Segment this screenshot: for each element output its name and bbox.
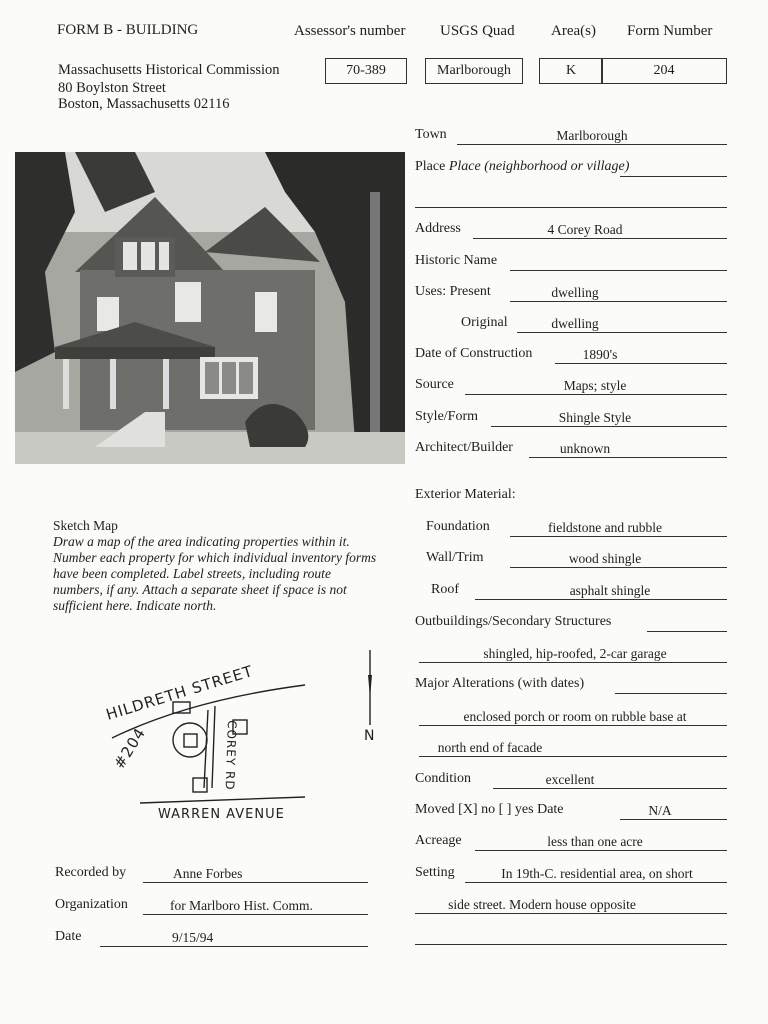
sketch-map-description: Draw a map of the area indicating properties within it. Number each property for which individual inventory forms have been completed. Label streets, including route numbers, if any. Attach a separate sheet if space is not sufficient here. Indicate north. xyxy=(53,534,377,613)
street-label-bottom: WARREN AVENUE xyxy=(158,807,285,822)
address-value: 4 Corey Road xyxy=(547,222,623,237)
organization-value: for Marlboro Hist. Comm. xyxy=(170,898,313,913)
org-street: 80 Boylston Street xyxy=(58,80,166,96)
exterior-material-heading: Exterior Material: xyxy=(415,487,516,502)
place-label: Place Place (neighborhood or village) xyxy=(415,159,630,174)
organization-field xyxy=(55,897,370,917)
uses-present-label: Uses: Present xyxy=(415,284,491,299)
roof-value: asphalt shingle xyxy=(569,583,651,598)
setting-field xyxy=(415,865,727,885)
date-construction-value: 1890's xyxy=(582,347,618,362)
building-photo xyxy=(15,152,405,464)
alterations-line-1 xyxy=(415,708,727,728)
style-form-label: Style/Form xyxy=(415,409,479,424)
alterations-value-2: north end of facade xyxy=(437,740,543,755)
date-recorded-label: Date xyxy=(55,929,82,944)
style-form-value: Shingle Style xyxy=(558,410,632,425)
source-field xyxy=(415,377,727,397)
org-city: Boston, Massachusetts 02116 xyxy=(58,96,230,112)
warren-avenue-line xyxy=(140,797,305,803)
setting-value-2: side street. Modern house opposite xyxy=(448,897,636,912)
wall-trim-value: wood shingle xyxy=(568,551,642,566)
historic-name-label: Historic Name xyxy=(415,253,498,268)
area-box: K xyxy=(539,58,603,84)
uses-present-field xyxy=(415,284,727,304)
outbuildings-label: Outbuildings/Secondary Structures xyxy=(415,614,612,629)
moved-label: Moved [X] no [ ] yes Date xyxy=(415,802,564,817)
recorded-by-label: Recorded by xyxy=(55,865,127,880)
alterations-field xyxy=(415,676,727,696)
condition-value: excellent xyxy=(545,772,595,787)
recorded-by-value: Anne Forbes xyxy=(173,866,243,881)
historic-name-field xyxy=(415,253,727,273)
corey-road-line-right xyxy=(212,706,215,788)
property-number-label: #204 xyxy=(110,724,150,773)
uses-original-label: Original xyxy=(461,315,508,330)
date-recorded-field xyxy=(55,929,370,949)
condition-label: Condition xyxy=(415,771,472,786)
setting-line-2 xyxy=(415,896,727,916)
alterations-value-1: enclosed porch or room on rubble base at xyxy=(463,709,687,724)
setting-label: Setting xyxy=(415,865,455,880)
condition-field xyxy=(415,771,727,791)
outbuildings-field xyxy=(415,614,727,634)
date-construction-field xyxy=(415,346,727,366)
source-label: Source xyxy=(415,377,454,392)
place-field xyxy=(415,159,727,179)
wall-trim-field xyxy=(415,550,727,570)
usgs-quad-box: Marlborough xyxy=(425,58,523,84)
date-construction-label: Date of Construction xyxy=(415,346,533,361)
assessor-number-box: 70-389 xyxy=(325,58,407,84)
acreage-field xyxy=(415,833,727,853)
roof-label: Roof xyxy=(431,582,459,597)
form-number-heading: Form Number xyxy=(627,23,713,39)
outbuildings-value-line xyxy=(415,645,727,665)
north-arrow-head xyxy=(368,675,372,698)
acreage-label: Acreage xyxy=(415,833,462,848)
architect-value: unknown xyxy=(559,441,611,456)
assessor-number-heading: Assessor's number xyxy=(294,23,406,39)
setting-line-3 xyxy=(415,927,727,947)
recorded-by-field xyxy=(55,865,370,885)
date-recorded-value: 9/15/94 xyxy=(172,930,214,945)
architect-field xyxy=(415,440,727,460)
source-value: Maps; style xyxy=(563,378,627,393)
foundation-value: fieldstone and rubble xyxy=(548,520,662,535)
uses-original-field xyxy=(415,315,727,335)
form-title: FORM B - BUILDING xyxy=(57,22,199,38)
uses-original-value: dwelling xyxy=(551,316,599,331)
moved-date-value: N/A xyxy=(648,803,672,818)
foundation-label: Foundation xyxy=(426,519,490,534)
style-form-field xyxy=(415,409,727,429)
usgs-quad-heading: USGS Quad xyxy=(440,23,515,39)
form-number-box: 204 xyxy=(601,58,727,84)
foundation-field xyxy=(415,519,727,539)
property-204-outline xyxy=(173,723,207,757)
address-label: Address xyxy=(415,221,461,236)
areas-heading: Area(s) xyxy=(551,23,596,39)
town-field xyxy=(415,127,727,147)
org-name: Massachusetts Historical Commission xyxy=(58,62,280,78)
north-label: N xyxy=(364,728,376,744)
sketch-map-heading: Sketch Map xyxy=(53,518,118,533)
street-label-top: HILDRETH STREET xyxy=(103,661,256,724)
property-204-house xyxy=(184,734,197,747)
organization-label: Organization xyxy=(55,897,128,912)
outbuildings-value: shingled, hip-roofed, 2-car garage xyxy=(483,646,667,661)
moved-field xyxy=(415,802,727,822)
town-value: Marlborough xyxy=(556,128,628,143)
alterations-line-2 xyxy=(415,739,727,759)
acreage-value: less than one acre xyxy=(547,834,643,849)
roof-field xyxy=(415,582,727,602)
architect-label: Architect/Builder xyxy=(415,440,513,455)
place-blank-line xyxy=(415,190,727,210)
wall-trim-label: Wall/Trim xyxy=(426,550,484,565)
address-field xyxy=(415,221,727,241)
sketch-map-instructions xyxy=(53,518,383,614)
sketch-map-drawing xyxy=(100,640,400,830)
uses-present-value: dwelling xyxy=(551,285,599,300)
alterations-label: Major Alterations (with dates) xyxy=(415,676,585,691)
town-label: Town xyxy=(415,127,447,142)
setting-value-1: In 19th-C. residential area, on short xyxy=(501,866,693,881)
street-label-side: COREY RD xyxy=(222,719,239,791)
